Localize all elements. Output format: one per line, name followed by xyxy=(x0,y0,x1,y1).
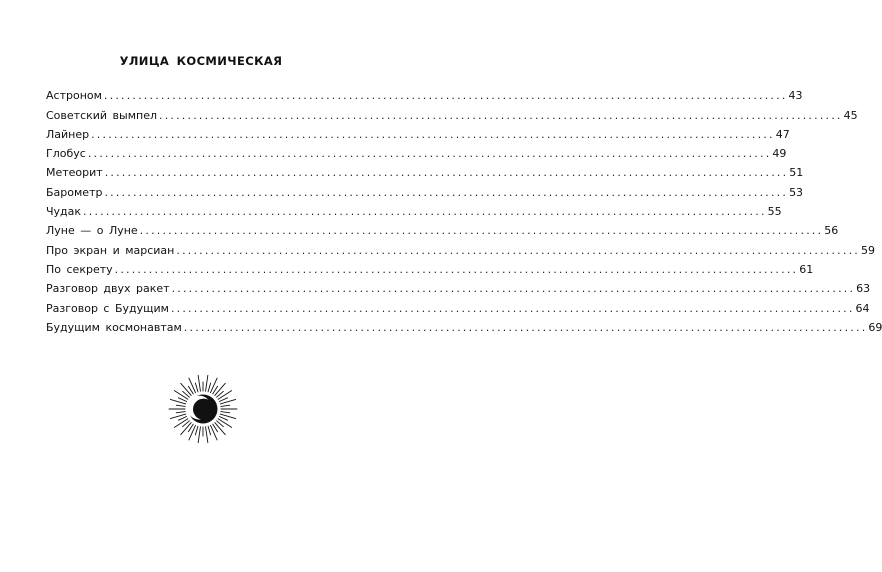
toc-entry-title: Чудак xyxy=(46,205,82,219)
sun-ray xyxy=(219,398,227,402)
dot-leader: ........................................................................................................................ xyxy=(114,262,799,276)
sun-ray xyxy=(208,383,211,392)
sun-ray xyxy=(195,426,198,435)
toc-entry-title: Барометр xyxy=(46,185,103,199)
sun-ray xyxy=(215,383,225,395)
sun-ray xyxy=(178,398,186,402)
toc-entry-lune-o-lune[interactable] xyxy=(46,218,839,238)
sun-ray xyxy=(206,427,208,443)
sun-ray xyxy=(174,391,187,400)
dot-leader: ........................................................................................................................ xyxy=(139,224,824,238)
sun-moon-ornament-icon xyxy=(168,374,238,444)
sun-ray xyxy=(210,378,217,393)
toc-entry-page: 61 xyxy=(799,262,814,276)
toc-entry-sovetsky-vympel[interactable] xyxy=(46,102,858,122)
sun-ray xyxy=(181,423,191,435)
toc-entry-title: Лайнер xyxy=(46,127,90,141)
toc-entry-razgovor-raket[interactable] xyxy=(46,276,871,296)
toc-entry-page: 49 xyxy=(772,147,787,161)
toc-entry-barometr[interactable] xyxy=(46,179,804,199)
sun-ray xyxy=(178,416,186,420)
section-title: УЛИЦА КОСМИЧЕСКАЯ xyxy=(119,54,283,68)
toc-entry-page: 63 xyxy=(856,282,871,296)
toc-entry-page: 69 xyxy=(868,320,882,334)
sun-ray xyxy=(219,416,227,420)
toc-entry-globus[interactable] xyxy=(46,141,787,161)
dot-leader: ........................................................................................................................ xyxy=(159,108,843,122)
sun-ray xyxy=(206,375,208,391)
sun-ray xyxy=(198,427,200,443)
toc-entry-title: Будущим космонавтам xyxy=(46,320,182,334)
toc-entry-po-sekretu[interactable] xyxy=(46,257,814,276)
toc-entry-page: 59 xyxy=(860,243,875,257)
sun-ray xyxy=(176,405,185,406)
dot-leader: ........................................................................................................................ xyxy=(183,320,868,334)
sun-ray xyxy=(189,425,196,440)
toc-entry-page: 47 xyxy=(775,127,790,141)
dot-leader: ........................................................................................................................ xyxy=(170,301,855,315)
toc-entry-page: 53 xyxy=(789,185,804,199)
dot-leader: ........................................................................................................................ xyxy=(87,147,772,161)
toc-entry-page: 64 xyxy=(855,301,870,315)
toc-entry-pro-ekran[interactable] xyxy=(46,237,875,257)
toc-entry-page: 45 xyxy=(843,108,858,122)
sun-ray xyxy=(189,378,196,393)
table-of-contents xyxy=(46,83,882,334)
sun-ray xyxy=(198,375,200,391)
toc-entry-page: 51 xyxy=(789,166,804,180)
toc-entry-title: Разговор с Будущим xyxy=(46,301,169,315)
dot-leader: ........................................................................................................................ xyxy=(103,89,788,103)
toc-entry-chudak[interactable] xyxy=(46,199,782,219)
sun-ray xyxy=(210,425,217,440)
dot-leader: ........................................................................................................................ xyxy=(83,205,767,219)
toc-entry-layner[interactable] xyxy=(46,122,790,141)
dot-leader: ........................................................................................................................ xyxy=(176,243,860,257)
sun-ray xyxy=(195,383,198,392)
toc-entry-title: Советский вымпел xyxy=(46,108,158,122)
sun-ray xyxy=(176,412,185,413)
dot-leader: ........................................................................................................................ xyxy=(104,166,789,180)
sun-ray xyxy=(218,391,231,400)
sun-ray xyxy=(174,419,187,428)
dot-leader: ........................................................................................................................ xyxy=(91,127,775,141)
toc-entry-razgovor-budushim[interactable] xyxy=(46,295,870,315)
sun-ray xyxy=(215,423,225,435)
toc-entry-astronom[interactable] xyxy=(46,83,803,103)
toc-entry-title: Луне — о Луне xyxy=(46,224,138,238)
toc-entry-title: Метеорит xyxy=(46,166,103,180)
toc-entry-title: Разговор двух ракет xyxy=(46,282,170,296)
sun-ray xyxy=(221,412,230,413)
toc-entry-budushim-kosmonavtam[interactable] xyxy=(46,315,882,334)
toc-entry-page: 56 xyxy=(824,224,839,238)
toc-entry-meteorit[interactable] xyxy=(46,160,804,180)
toc-entry-title: Про экран и марсиан xyxy=(46,243,175,257)
toc-entry-page: 55 xyxy=(767,205,782,219)
sun-ray xyxy=(181,383,191,395)
toc-entry-title: Глобус xyxy=(46,147,86,161)
dot-leader: ........................................................................................................................ xyxy=(104,185,789,199)
sun-ray xyxy=(208,426,211,435)
toc-entry-title: Астроном xyxy=(46,89,102,103)
dot-leader: ........................................................................................................................ xyxy=(171,282,856,296)
sun-ray xyxy=(218,419,231,428)
toc-entry-title: По секрету xyxy=(46,262,113,276)
toc-entry-page: 43 xyxy=(788,89,803,103)
sun-ray xyxy=(221,405,230,406)
